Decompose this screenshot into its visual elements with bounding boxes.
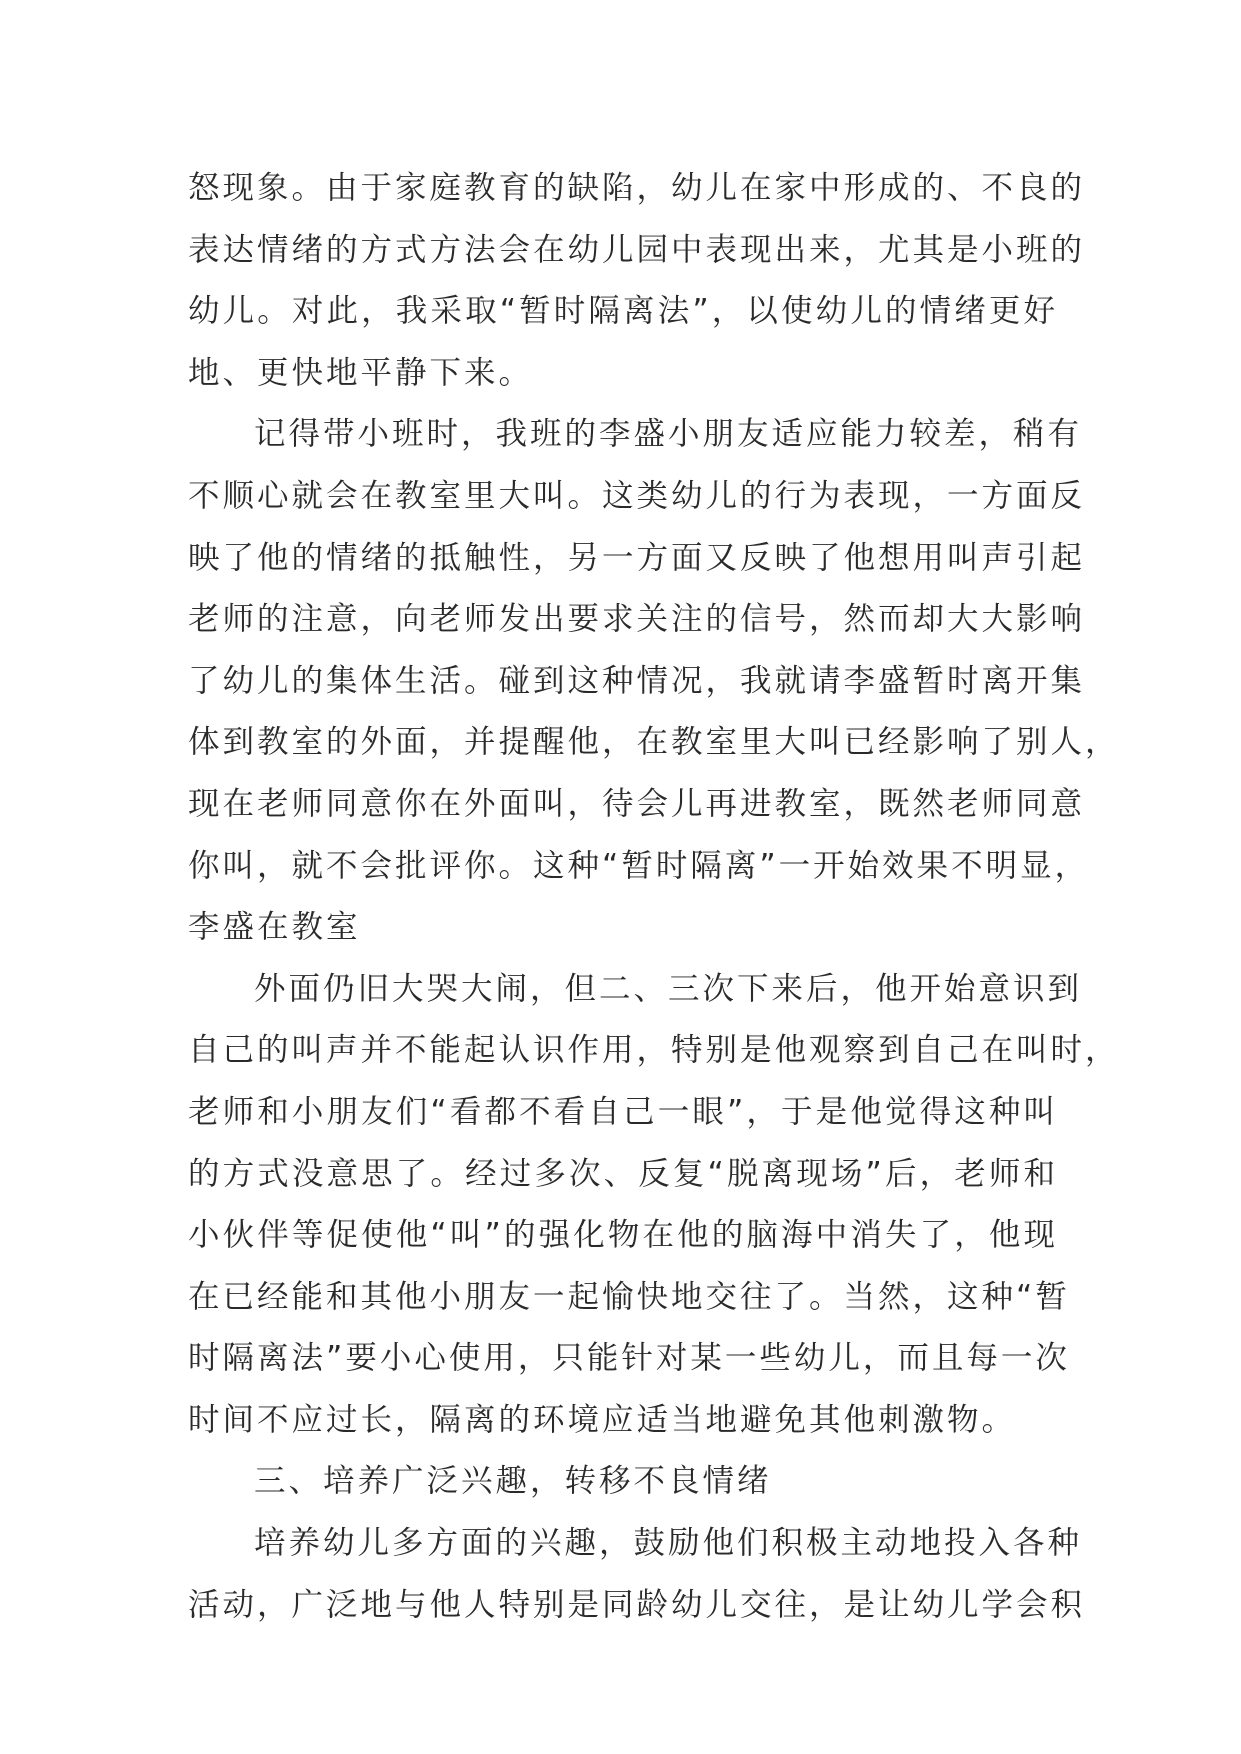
text-line: 时间不应过长，隔离的环境应适当地避免其他刺激物。 [188, 1401, 1017, 1438]
text-line: 地、更快地平静下来。 [188, 354, 534, 391]
text-line: 了幼儿的集体生活。碰到这种情况，我就请李盛暂时离开集 [188, 662, 1086, 699]
text-line: 时隔离法”要小心使用，只能针对某一些幼儿，而且每一次 [188, 1340, 1070, 1377]
text-line: 你叫，就不会批评你。这种“暂时隔离”一开始效果不明显， [188, 847, 1090, 884]
text-line: 表达情绪的方式方法会在幼儿园中表现出来，尤其是小班的 [188, 231, 1086, 268]
text-line: 体到教室的外面，并提醒他，在教室里大叫已经影响了别人， [188, 724, 1120, 761]
text-line: 活动，广泛地与他人特别是同龄幼儿交往，是让幼儿学会积 [188, 1586, 1086, 1623]
text-line: 自己的叫声并不能起认识作用，特别是他观察到自己在叫时， [188, 1032, 1120, 1069]
text-line: 老师的注意，向老师发出要求关注的信号，然而却大大影响 [188, 601, 1086, 638]
body-text [188, 158, 1120, 1636]
text-line: 外面仍旧大哭大闹，但二、三次下来后，他开始意识到 [254, 970, 1083, 1007]
text-line: 现在老师同意你在外面叫，待会儿再进教室，既然老师同意 [188, 785, 1086, 822]
text-line: 在已经能和其他小朋友一起愉快地交往了。当然，这种“暂 [188, 1278, 1070, 1315]
text-line: 记得带小班时，我班的李盛小朋友适应能力较差，稍有 [254, 416, 1083, 453]
text-line: 培养幼儿多方面的兴趣，鼓励他们积极主动地投入各种 [254, 1525, 1083, 1562]
text-line: 小伙伴等促使他“叫”的强化物在他的脑海中消失了，他现 [188, 1217, 1058, 1254]
text-line: 不顺心就会在教室里大叫。这类幼儿的行为表现，一方面反 [188, 477, 1086, 514]
text-line: 李盛在教室 [188, 909, 361, 946]
text-line: 怒现象。由于家庭教育的缺陷，幼儿在家中形成的、不良的 [188, 170, 1086, 206]
text-line: 老师和小朋友们“看都不看自己一眼”，于是他觉得这种叫 [188, 1093, 1058, 1130]
text-line: 映了他的情绪的抵触性，另一方面又反映了他想用叫声引起 [188, 539, 1086, 576]
text-line: 幼儿。对此，我采取“暂时隔离法”，以使幼儿的情绪更好 [188, 293, 1058, 330]
section-heading: 三、培养广泛兴趣，转移不良情绪 [254, 1463, 772, 1500]
text-line: 的方式没意思了。经过多次、反复“脱离现场”后，老师和 [188, 1155, 1058, 1192]
